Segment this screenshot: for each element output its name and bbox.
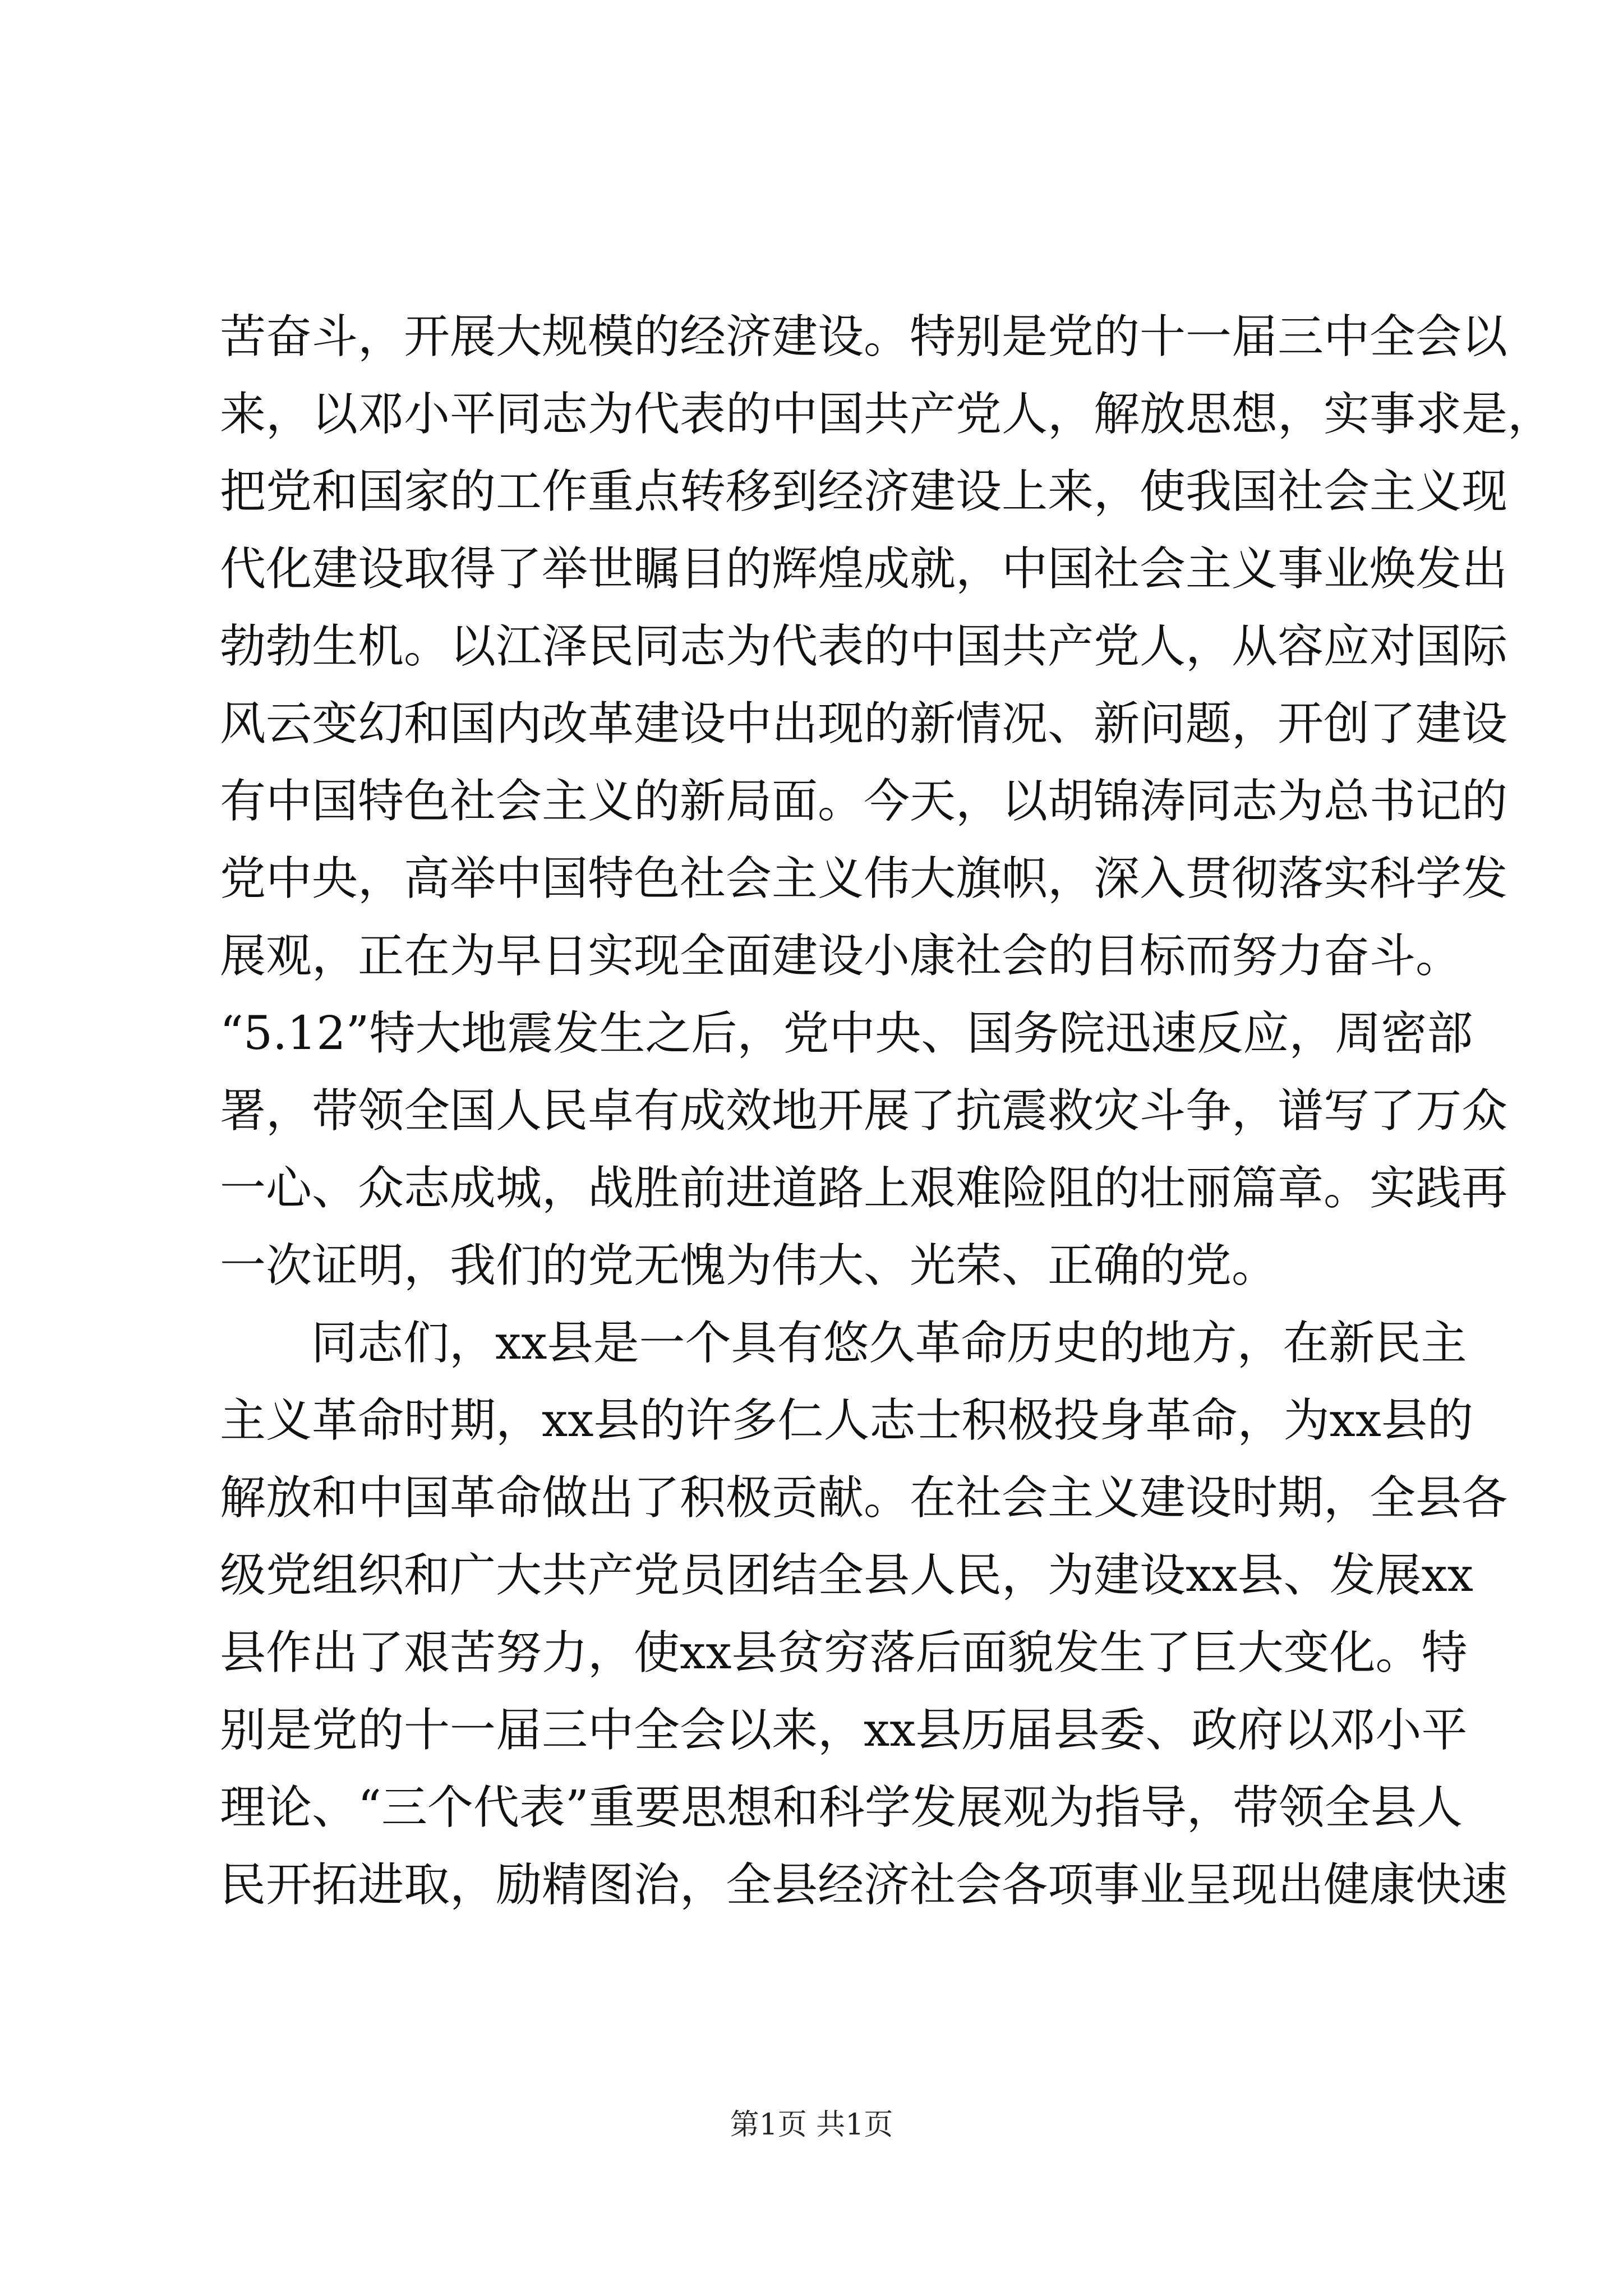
text-line: 署，带领全国人民卓有成效地开展了抗震救灾斗争，谱写了万众 xyxy=(220,1084,1508,1138)
text-line: 有中国特色社会主义的新局面。今天，以胡锦涛同志为总书记的 xyxy=(220,775,1508,828)
text-line: 解放和中国革命做出了积极贡献。在社会主义建设时期，全县各 xyxy=(220,1471,1508,1525)
text-line: 来，以邓小平同志为代表的中国共产党人，解放思想，实事求是， xyxy=(220,388,1554,441)
text-line: 苦奋斗，开展大规模的经济建设。特别是党的十一届三中全会以 xyxy=(220,310,1508,364)
text-line: 同志们，xx县是一个具有悠久革命历史的地方，在新民主 xyxy=(311,1317,1467,1370)
text-line: 理论、“三个代表”重要思想和科学发展观为指导，带领全县人 xyxy=(220,1781,1463,1834)
text-line: 民开拓进取，励精图治，全县经济社会各项事业呈现出健康快速 xyxy=(220,1858,1508,1912)
text-line: 别是党的十一届三中全会以来，xx县历届县委、政府以邓小平 xyxy=(220,1704,1468,1757)
text-line: 把党和国家的工作重点转移到经济建设上来，使我国社会主义现 xyxy=(220,465,1508,518)
text-line: 风云变幻和国内改革建设中出现的新情况、新问题，开创了建设 xyxy=(220,697,1508,751)
text-line: 勃勃生机。以江泽民同志为代表的中国共产党人，从容应对国际 xyxy=(220,620,1508,673)
text-line: 党中央，高举中国特色社会主义伟大旗帜，深入贯彻落实科学发 xyxy=(220,852,1508,905)
text-line: 代化建设取得了举世瞩目的辉煌成就，中国社会主义事业焕发出 xyxy=(220,542,1508,596)
text-line: 一次证明，我们的党无愧为伟大、光荣、正确的党。 xyxy=(220,1239,1278,1292)
text-line: “5.12”特大地震发生之后，党中央、国务院迅速反应，周密部 xyxy=(220,1007,1473,1060)
text-line: 县作出了艰苦努力，使xx县贫穷落后面貌发生了巨大变化。特 xyxy=(220,1626,1468,1680)
text-line: 一心、众志成城，战胜前进道路上艰难险阻的壮丽篇章。实践再 xyxy=(220,1162,1508,1215)
text-line: 展观，正在为早日实现全面建设小康社会的目标而努力奋斗。 xyxy=(220,930,1462,983)
page-number-footer: 第1页 共1页 xyxy=(730,2108,893,2142)
text-line: 级党组织和广大共产党员团结全县人民，为建设xx县、发展xx xyxy=(220,1549,1473,1602)
text-line: 主义革命时期，xx县的许多仁人志士积极投身革命，为xx县的 xyxy=(220,1394,1473,1447)
